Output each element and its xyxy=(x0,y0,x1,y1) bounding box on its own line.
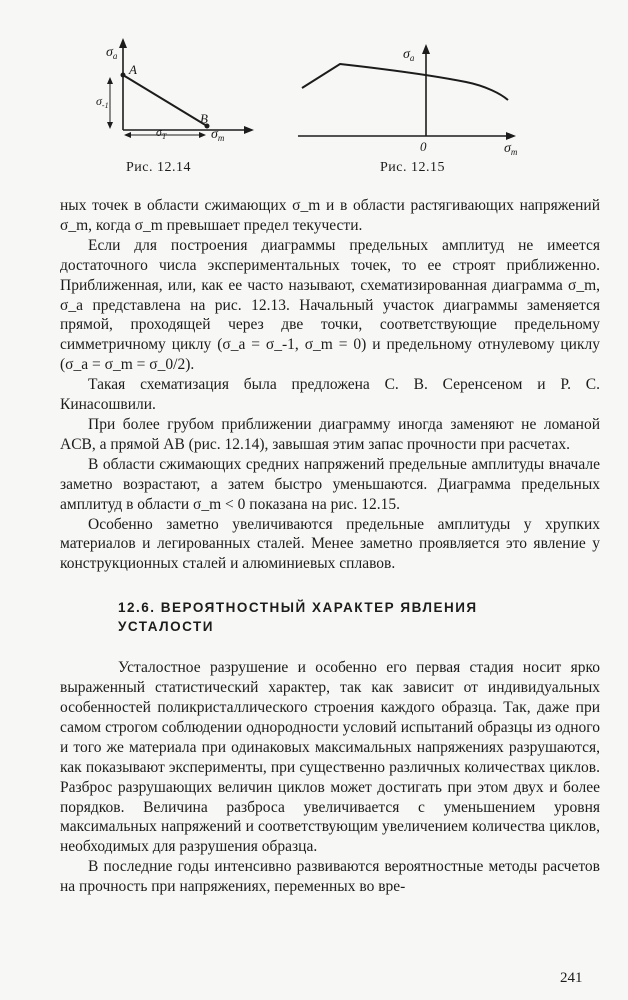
paragraph-6: Особенно заметно увеличиваются предельные амплитуды у хрупких материалов и легированных сталей. Менее заметно проявляется это явление у конструкционных сталей и алюминиевых сплавов. xyxy=(60,515,600,573)
fig2-origin-label: 0 xyxy=(420,139,427,154)
fig1-sigma-minus1-label: $\sigma_{-1}$ xyxy=(96,94,109,110)
paragraph-7: Усталостное разрушение и особенно его первая стадия носит ярко выраженный статистический характер, так как зависит от индивидуальных особенностей поликристаллического строения каждого образца. Так, даже при самом строгом соблюдении однородности условий испытаний образцы из одного и того же материала при одинаковых максимальных напряжениях разрушаются, как показывают эксперименты, при существенно различных количествах циклов. Разброс разрушающих величин циклов может достигать при этом двух и более порядков. Величина разброса увеличивается с уменьшением уровня максимальных напряжений и соответствующим увеличением количества циклов, необходимых для разрушения образца. xyxy=(60,659,600,856)
paragraph-4: При более грубом приближении диаграмму иногда заменяют не ломаной ACB, а прямой AB (рис. 12.14), завышая этим запас прочности при расчетах. xyxy=(60,415,600,453)
section-heading-line-2: УСТАЛОСТИ xyxy=(118,619,214,635)
paragraph-1: ных точек в области сжимающих σ_m и в области растягивающих напряжений σ_m, когда σ_m превышает предел текучести. xyxy=(60,197,600,234)
paragraph-5: В области сжимающих средних напряжений предельные амплитуды вначале заметно возрастают, а затем быстро уменьшаются. Диаграмма предельных амплитуд в области σ_m < 0 показана на рис. 12.15. xyxy=(60,455,600,513)
fig2-x-axis-label: $\sigma_m$ xyxy=(504,141,518,157)
fig1-sigma-t-label: $\sigma_T$ xyxy=(156,125,167,141)
fig1-point-b-label: B xyxy=(200,111,208,126)
figure-12-14-caption: Рис. 12.14 xyxy=(126,160,191,175)
fig1-point-a-label: A xyxy=(129,62,137,77)
paragraph-8: В последние годы интенсивно развиваются вероятностные методы расчетов на прочность при напряжениях, переменных во вре- xyxy=(60,858,600,896)
body-text xyxy=(60,196,600,897)
fig1-y-axis-label: $\sigma_a$ xyxy=(106,45,118,61)
paragraph-2: Если для построения диаграммы предельных амплитуд не имеется достаточного числа экспериментальных точек, то ее строят приближенно. Приближенная, или, как ее часто называют, схематизированная диаграмма σ_m, σ_a представлена на рис. 12.13. Начальный участок диаграммы заменяется прямой, проходящей через две точки, соответствующие предельному симметричному циклу (σ_a = σ_-1, σ_m = 0) и предельному отнулевому циклу (σ_a = σ_m = σ_0/2). xyxy=(60,236,600,374)
section-heading xyxy=(118,598,538,636)
figure-12-15-caption: Рис. 12.15 xyxy=(380,160,445,175)
fig2-y-axis-label: $\sigma_a$ xyxy=(403,47,415,63)
figure-12-15 xyxy=(296,38,526,158)
page-number: 241 xyxy=(560,970,583,986)
fig1-x-axis-label: $\sigma_m$ xyxy=(211,127,225,143)
section-heading-line-1: 12.6. ВЕРОЯТНОСТНЫЙ ХАРАКТЕР ЯВЛЕНИЯ xyxy=(118,600,478,616)
figure-12-14 xyxy=(96,38,296,158)
paragraph-3: Такая схематизация была предложена С. В. Серенсеном и Р. С. Кинасошвили. xyxy=(60,376,600,414)
